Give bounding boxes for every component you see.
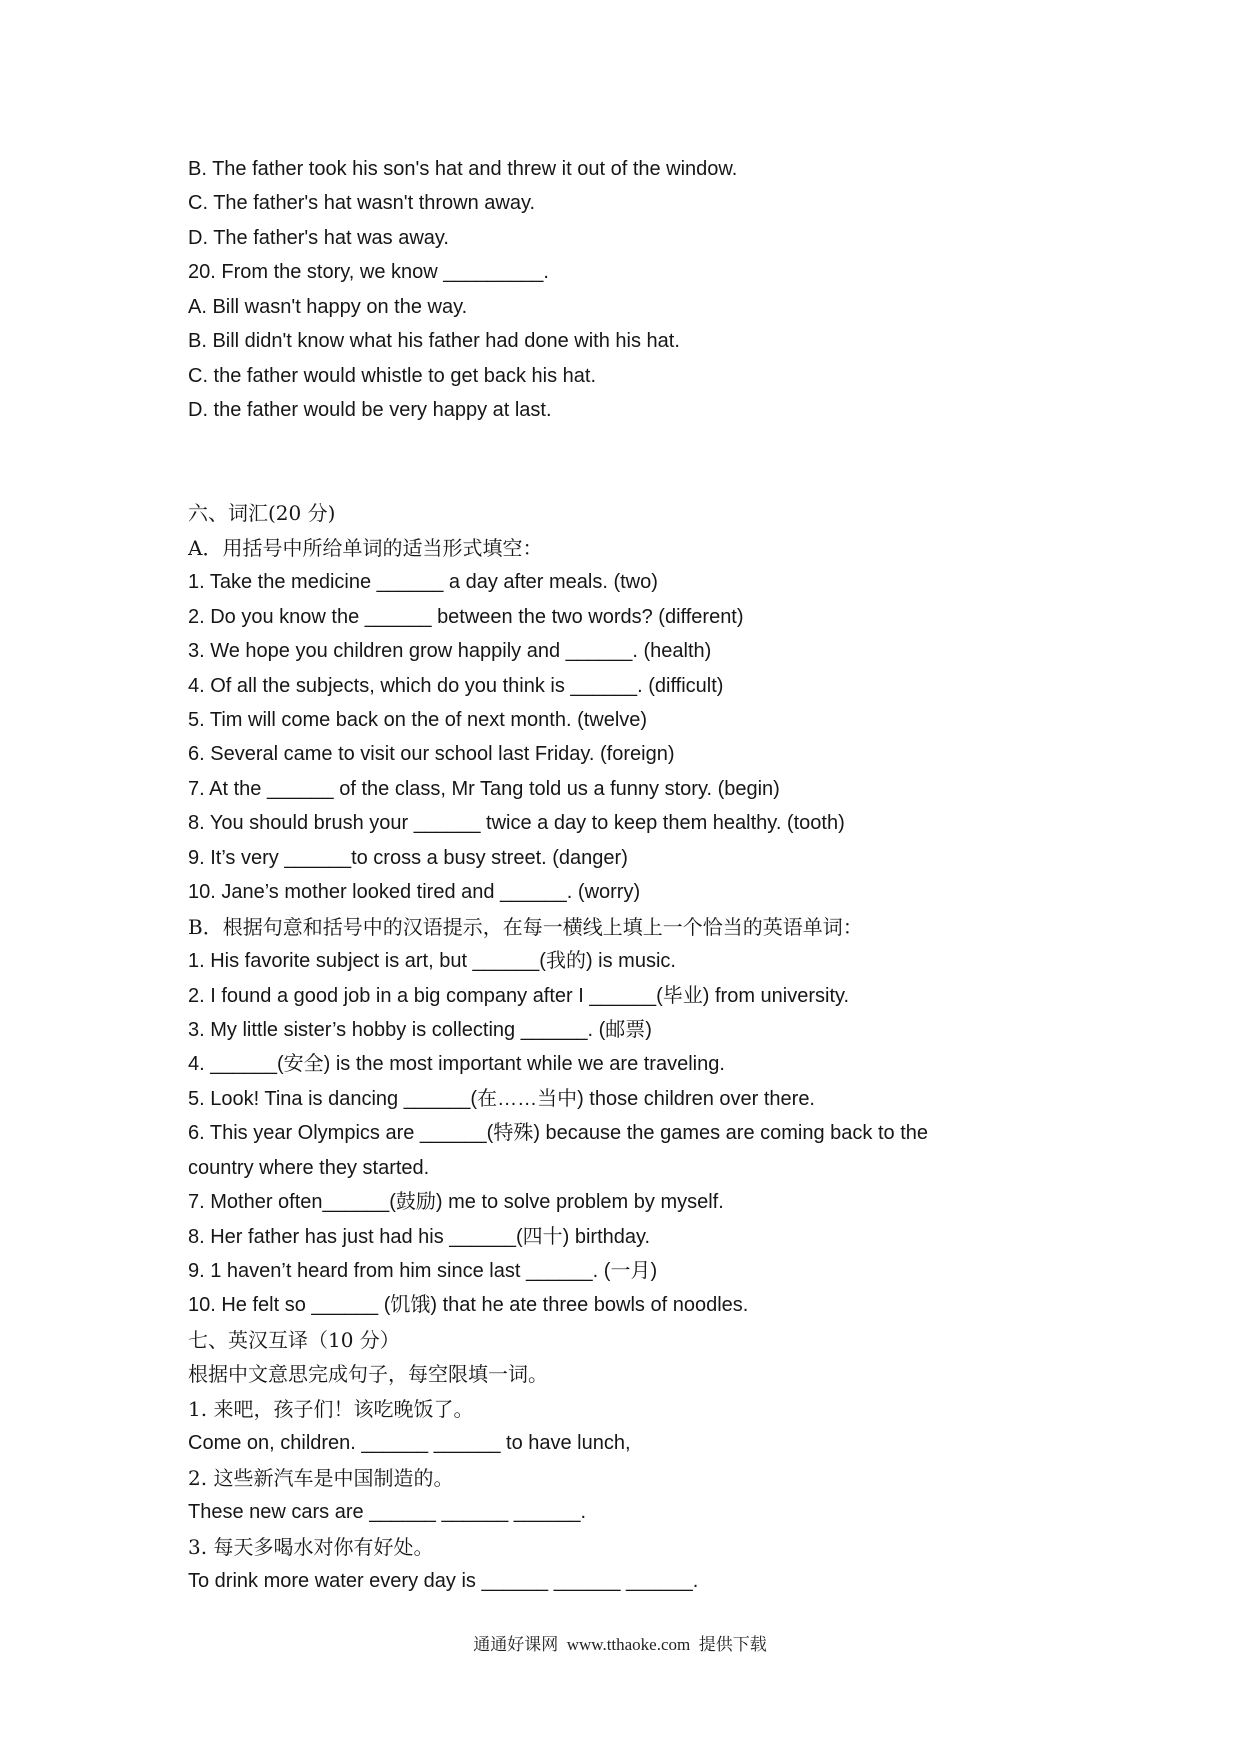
page-content [188, 152, 1188, 1598]
partB-item: 8. Her father has just had his ______(四十) birthday. [188, 1225, 651, 1248]
q19-option-d: D. The father's hat was away. [188, 226, 449, 249]
partA-item: 3. We hope you children grow happily and ______. (health) [188, 640, 712, 663]
partA-item: 4. Of all the subjects, which do you think is ______. (difficult) [188, 674, 724, 697]
partB-item: 4. ______(安全) is the most important while we are traveling. [188, 1053, 725, 1076]
section6-title: 六、词汇(20 分) [188, 501, 336, 526]
q20-option-b: B. Bill didn't know what his father had done with his hat. [188, 330, 680, 353]
translation-chinese-prompt: 3. 每天多喝水对你有好处。 [188, 1534, 434, 1559]
partB-item: 9. 1 haven’t heard from him since last ______. (一月) [188, 1260, 658, 1283]
q20-stem: 20. From the story, we know _________. [188, 261, 549, 284]
partA-item: 2. Do you know the ______ between the two words? (different) [188, 605, 744, 628]
partB-item: 1. His favorite subject is art, but ______(我的) is music. [188, 950, 676, 973]
section6-partB-instruction: B．根据句意和括号中的汉语提示，在每一横线上填上一个恰当的英语单词： [188, 914, 863, 939]
partA-item: 7. At the ______ of the class, Mr Tang told us a funny story. (begin) [188, 777, 780, 800]
partA-item: 10. Jane’s mother looked tired and ______. (worry) [188, 881, 641, 904]
section6-partA-instruction: A．用括号中所给单词的适当形式填空： [188, 535, 543, 560]
partA-item: 5. Tim will come back on the of next month. (twelve) [188, 709, 648, 732]
partA-item: 1. Take the medicine ______ a day after meals. (two) [188, 571, 658, 594]
partA-item: 6. Several came to visit our school last Friday. (foreign) [188, 743, 675, 766]
q20-option-d: D. the father would be very happy at last. [188, 399, 552, 422]
q20-option-a: A. Bill wasn't happy on the way. [188, 295, 468, 318]
partB-item: 6. This year Olympics are ______(特殊) because the games are coming back to the [188, 1122, 928, 1145]
q19-option-c: C. The father's hat wasn't thrown away. [188, 192, 536, 215]
translation-english-blank: To drink more water every day is ______ ______ ______. [188, 1569, 699, 1592]
translation-english-blank: Come on, children. ______ ______ to have lunch, [188, 1432, 631, 1455]
partA-item: 8. You should brush your ______ twice a day to keep them healthy. (tooth) [188, 812, 845, 835]
partB-item-continuation: country where they started. [188, 1156, 430, 1179]
translation-chinese-prompt: 1. 来吧，孩子们！该吃晚饭了。 [188, 1396, 474, 1421]
partA-item: 9. It’s very ______to cross a busy street. (danger) [188, 846, 628, 869]
q20-option-c: C. the father would whistle to get back his hat. [188, 364, 596, 387]
partB-item: 2. I found a good job in a big company after I ______(毕业) from university. [188, 984, 850, 1007]
partB-item: 3. My little sister’s hobby is collecting ______. (邮票) [188, 1018, 652, 1041]
section7-instruction: 根据中文意思完成句子，每空限填一词。 [188, 1362, 548, 1387]
q19-option-b: B. The father took his son's hat and threw it out of the window. [188, 158, 738, 180]
section7-title: 七、英汉互译（10 分） [188, 1327, 400, 1352]
page-footer: 通通好课网 www.tthaoke.com 提供下载 [473, 1635, 767, 1654]
partB-item: 10. He felt so ______ (饥饿) that he ate three bowls of noodles. [188, 1294, 749, 1317]
translation-chinese-prompt: 2. 这些新汽车是中国制造的。 [188, 1465, 454, 1490]
partB-item: 5. Look! Tina is dancing ______(在……当中) those children over there. [188, 1087, 815, 1110]
translation-english-blank: These new cars are ______ ______ ______. [188, 1501, 587, 1524]
partB-item: 7. Mother often______(鼓励) me to solve problem by myself. [188, 1191, 724, 1214]
